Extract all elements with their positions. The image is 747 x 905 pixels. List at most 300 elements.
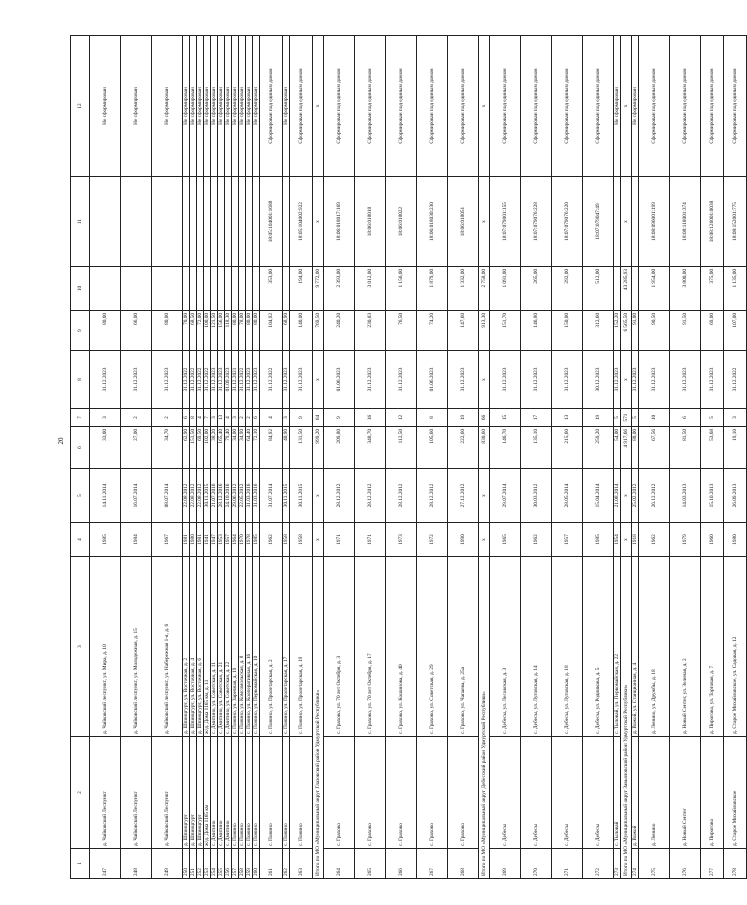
table-cell: с. Понино [253, 737, 260, 849]
table-cell: 272 [583, 849, 614, 879]
table-cell: 10 [639, 409, 670, 427]
table-cell: Не сформирован [211, 36, 218, 177]
table-cell: с. Дебесы [490, 737, 521, 849]
table-cell: 248 [121, 849, 152, 879]
table-cell [225, 267, 232, 311]
table-cell [190, 267, 197, 311]
subtotal-cell: 4 917,66 [621, 427, 632, 469]
table-row [232, 36, 239, 879]
table-row [701, 36, 724, 879]
table-cell: д. Чайковский Леспункт [152, 737, 183, 849]
table-cell: 31.12.2023 [246, 351, 253, 409]
table-cell: 30.11.2015 [283, 469, 290, 523]
table-cell: 01.06.2023 [324, 351, 355, 409]
column-header: 11 [71, 177, 90, 267]
table-row [90, 36, 121, 879]
table-cell: 31.12.2023 [283, 351, 290, 409]
table-cell: с. Дебесы [521, 737, 552, 849]
table-cell: 70,00 [183, 311, 190, 351]
table-cell: 31.12.2023 [211, 351, 218, 409]
table-cell: 15.04.2014 [583, 469, 614, 523]
table-cell: д. Пирогово, ул. Торговая, д. 7 [701, 557, 724, 737]
table-cell: д. Чайковский Леспункт [121, 737, 152, 849]
table-cell: 262 [283, 849, 290, 879]
table-row [355, 36, 386, 879]
table-cell: 31.12.2023 [552, 351, 583, 409]
table-cell: 150,00 [552, 311, 583, 351]
column-header: 5 [71, 469, 90, 523]
table-cell: 512,00 [583, 267, 614, 311]
table-row [211, 36, 218, 879]
table-cell: 31.12.2023 [152, 351, 183, 409]
subtotal-cell: x [313, 469, 324, 523]
table-cell: 84,92 [260, 427, 283, 469]
table-cell: 277 [701, 849, 724, 879]
subtotal-cell: x [621, 36, 632, 177]
table-cell: 222,60 [448, 427, 479, 469]
table-cell: 4 [197, 409, 204, 427]
table-cell: 2 [121, 409, 152, 427]
table-cell: д. Ленино [639, 737, 670, 849]
table-cell: 1971 [355, 523, 386, 557]
table-cell: с. Понино [239, 737, 246, 849]
table-cell: 31.12.2022 [183, 351, 190, 409]
table-cell: д. Пирогово [701, 737, 724, 849]
table-cell: 6 [670, 409, 701, 427]
table-cell: 253 [204, 849, 211, 879]
table-cell: 18:05:104001:1688 [260, 177, 283, 267]
table-cell: 31.03.2016 [253, 469, 260, 523]
table-cell: Не сформирован [218, 36, 225, 177]
table-cell: 112,50 [386, 427, 417, 469]
table-cell: 31.12.2023 [355, 351, 386, 409]
table-cell: Сформирован под единым домом [583, 36, 614, 177]
table-cell: 69,50 [197, 427, 204, 469]
table-cell: 107,00 [724, 311, 747, 351]
table-cell: 18:07:079001:155 [490, 177, 521, 267]
table-row [490, 36, 521, 879]
table-cell: 264 [324, 849, 355, 879]
table-row [152, 36, 183, 879]
table-cell: 18:08:096001:199 [639, 177, 670, 267]
table-cell: Сформирован под единым домом [355, 36, 386, 177]
table-cell: 31.12.2022 [190, 351, 197, 409]
table-cell: 28.12.2012 [355, 469, 386, 523]
table-cell: 3 012,00 [355, 267, 386, 311]
table-cell: 1981 [197, 523, 204, 557]
table-cell: д. Шпинцгурт, ул. Восточная, д. 6 [197, 557, 204, 737]
table-cell: 3 [283, 409, 290, 427]
table-cell: Сформирован под единым домом [386, 36, 417, 177]
table-cell: 3 800,00 [670, 267, 701, 311]
table-cell: с. Дебесы [583, 737, 614, 849]
table-cell: с. Грахово, ул. Советская, д. 29 [417, 557, 448, 737]
table-cell: 19,10 [724, 427, 747, 469]
table-cell: с. Понино, ул. Кооперативная, д. 16 [246, 557, 253, 737]
table-cell: д. Старое Михайловское, ул. Садовая, д. 12 [724, 557, 747, 737]
table-cell: Не сформирован [152, 36, 183, 177]
table-cell: 209,80 [324, 427, 355, 469]
table-cell: 1947 [211, 523, 218, 557]
table-cell: 146,70 [490, 427, 521, 469]
table-cell: с. Дебесы, ул. Луговская, д. 18 [552, 557, 583, 737]
table-cell: 22.08.2012 [190, 469, 197, 523]
table-row [324, 36, 355, 879]
table-cell: д. Вожой [632, 737, 639, 849]
table-row [386, 36, 417, 879]
table-cell: 1978 [246, 523, 253, 557]
table-cell: 31.12.2023 [218, 351, 225, 409]
table-cell [232, 267, 239, 311]
table-cell: 215,60 [552, 427, 583, 469]
table-cell: 1990 [448, 523, 479, 557]
table-cell: с. Понино, ул. Пролетарская, д. 19 [290, 557, 313, 737]
table-cell: с. Понино, ул. Первомайская, д. 10 [253, 557, 260, 737]
table-cell: 3 [211, 409, 218, 427]
subtotal-cell: 769,50 [313, 311, 324, 351]
table-row [197, 36, 204, 879]
table-cell: 1 954,00 [639, 267, 670, 311]
table-cell [204, 177, 211, 267]
table-cell: 22.05.2012 [239, 469, 246, 523]
table-cell: Сформирован под единым домом [552, 36, 583, 177]
subtotal-label: Итого по МО «Муниципальный округ Дебесский район Удмуртской Республики» [479, 557, 490, 879]
table-cell: 31.12.2023 [290, 351, 313, 409]
table-cell: с. Тыловай [614, 737, 621, 849]
table-cell: 102,00 [204, 427, 211, 469]
table-cell: 1965 [490, 523, 521, 557]
table-cell: д. Шпинцгурт [197, 737, 204, 849]
subtotal-cell: x [621, 523, 632, 557]
table-cell: 3 [232, 409, 239, 427]
subtotal-cell: x [479, 469, 490, 523]
subtotal-label: Итого по МО «Муниципальный округ Глазовский район Удмуртской Республики» [313, 557, 324, 879]
table-cell: ж/д. Дома 1165 км [204, 737, 211, 849]
table-cell: 1970 [239, 523, 246, 557]
table-cell [90, 177, 121, 267]
table-cell: 1962 [521, 523, 552, 557]
table-cell: Не сформирован [253, 36, 260, 177]
table-cell [632, 267, 639, 311]
table-cell: 5 [632, 409, 639, 427]
table-cell: ж/д. Дома 1165 км, д. 11 [204, 557, 211, 737]
table-cell: 151,70 [490, 311, 521, 351]
table-cell: с. Дмитино [225, 737, 232, 849]
table-cell: 254 [211, 849, 218, 879]
table-cell: д. Шпинцгурт [183, 737, 190, 849]
table-cell: 1941 [204, 523, 211, 557]
subtotal-cell: 9 772,00 [313, 267, 324, 311]
table-cell: 165,40 [218, 427, 225, 469]
table-cell: 121,50 [211, 311, 218, 351]
table-row [239, 36, 246, 879]
table-cell: 1 135,00 [724, 267, 747, 311]
table-cell: 258 [239, 849, 246, 879]
table-cell: с. Дмитино [218, 737, 225, 849]
table-cell: 251 [190, 849, 197, 879]
table-cell: 2 [246, 409, 253, 427]
table-cell: 01.06.2023 [417, 351, 448, 409]
table-cell: д. Шпинцгурт, ул. Восточная, д. 4 [190, 557, 197, 737]
subtotal-cell: 913,30 [479, 311, 490, 351]
table-cell: Сформирован под единым домом [521, 36, 552, 177]
table-cell: 1980 [190, 523, 197, 557]
table-cell: 34,70 [152, 427, 183, 469]
table-cell: д. Новый Сентег, ул. Зеленая, д. 2 [670, 557, 701, 737]
table-cell: 261 [260, 849, 283, 879]
table-cell: 30.11.2015 [204, 469, 211, 523]
table-cell: 9 [290, 409, 313, 427]
table-cell: 31.12.2022 [260, 351, 283, 409]
table-cell: 26.09.2013 [724, 469, 747, 523]
table-cell: 53,68 [701, 427, 724, 469]
table-cell: 278 [724, 849, 747, 879]
table-cell: Сформирован под единым домом [324, 36, 355, 177]
table-cell: 19 [448, 409, 479, 427]
table-cell: 29.07.2014 [490, 469, 521, 523]
table-row [552, 36, 583, 879]
table-cell: 31.12.2023 [670, 351, 701, 409]
subtotal-cell: x [479, 177, 490, 267]
table-cell: 1958 [283, 523, 290, 557]
table-cell [90, 267, 121, 311]
table-cell: 292,00 [552, 267, 583, 311]
table-cell: 68,50 [190, 311, 197, 351]
table-cell: 28.12.2012 [386, 469, 417, 523]
table-cell: 18:06:018030:230 [417, 177, 448, 267]
table-cell: 79,40 [225, 427, 232, 469]
table-cell: 14.11.2014 [90, 469, 121, 523]
table-cell: 54,00 [614, 427, 621, 469]
table-cell: 64,40 [246, 427, 253, 469]
table-cell: с. Дмитино [211, 737, 218, 849]
table-row [260, 36, 283, 879]
table-cell: 31.12.2023 [639, 351, 670, 409]
table-cell: д. Чайковский леспункт, ул. Молодежная, д. 15 [121, 557, 152, 737]
table-cell: 266 [386, 849, 417, 879]
table-cell: с. Дмитино, ул. Советская, д. 11 [211, 557, 218, 737]
table-cell: 12 [386, 409, 417, 427]
table-cell: 230,83 [355, 311, 386, 351]
table-cell: 26.12.2012 [639, 469, 670, 523]
table-cell: 1 879,00 [417, 267, 448, 311]
table-cell: Сформирован под единым домом [490, 36, 521, 177]
table-cell [183, 267, 190, 311]
table-cell: с. Дмитино, ул. Советская, д. 21 [218, 557, 225, 737]
table-row [417, 36, 448, 879]
table-cell: с. Дебесы [552, 737, 583, 849]
table-row [246, 36, 253, 879]
table-cell: 18:07:079076:220 [552, 177, 583, 267]
table-row [204, 36, 211, 879]
table-cell: 19 [583, 409, 614, 427]
table-cell: д. Старое Михайловское [724, 737, 747, 849]
table-cell: 1 332,00 [448, 267, 479, 311]
table-cell: 28.12.2012 [324, 469, 355, 523]
table-cell: 3 [724, 409, 747, 427]
column-header: 9 [71, 311, 90, 351]
table-cell: 1985 [253, 523, 260, 557]
table-cell: 18:06:018051 [448, 177, 479, 267]
table-cell: с. Грахово [355, 737, 386, 849]
subtotal-cell: x [313, 177, 324, 267]
table-cell: Не сформирован [239, 36, 246, 177]
table-row [225, 36, 232, 879]
subtotal-cell: x [621, 177, 632, 267]
table-cell: с. Грахово, ул. 70 лет Октября, д. 3 [324, 557, 355, 737]
table-cell: 27,00 [121, 427, 152, 469]
table-cell: 76,50 [386, 311, 417, 351]
table-cell: 8 [190, 409, 197, 427]
table-cell: 1973 [386, 523, 417, 557]
table-cell: 30.03.2012 [521, 469, 552, 523]
table-cell: 1972 [417, 523, 448, 557]
table-cell: 7 [204, 409, 211, 427]
table-cell [239, 177, 246, 267]
table-cell: 27.12.2012 [448, 469, 479, 523]
table-cell: Сформирован под единым домом [417, 36, 448, 177]
table-cell: 1985 [583, 523, 614, 557]
subtotal-row [621, 36, 632, 879]
table-cell: 18:06:018017:169 [324, 177, 355, 267]
table-cell: д. Чайковский леспункт, ул. Набережная 1-я, д. 6 [152, 557, 183, 737]
subtotal-cell: x [479, 351, 490, 409]
table-cell: 269 [490, 849, 521, 879]
table-cell: 252 [197, 849, 204, 879]
table-cell [211, 267, 218, 311]
subtotal-cell: x [313, 523, 324, 557]
table-cell: 194,00 [290, 267, 313, 311]
subtotal-cell: 43 285,93 [621, 267, 632, 311]
table-cell: д. Чайковский Леспункт [90, 737, 121, 849]
table-cell: с. Понино [283, 737, 290, 849]
table-row [290, 36, 313, 879]
table-cell: 131,50 [290, 427, 313, 469]
table-cell: 1957 [225, 523, 232, 557]
table-cell: 15 [490, 409, 521, 427]
table-cell: с. Грахово, ул. 70 лет Октября, д. 17 [355, 557, 386, 737]
table-cell: 28.05.2014 [552, 469, 583, 523]
table-cell: 62,90 [183, 427, 190, 469]
table-cell: 265,00 [521, 267, 552, 311]
table-cell: 80,00 [253, 311, 260, 351]
column-header: 4 [71, 523, 90, 557]
table-cell: 270 [521, 849, 552, 879]
table-cell: 250 [183, 849, 190, 879]
table-cell: 151,50 [190, 427, 197, 469]
subtotal-cell: 2 758,00 [479, 267, 490, 311]
table-cell: 135,10 [521, 427, 552, 469]
table-cell: 74,20 [417, 311, 448, 351]
table-cell: с. Тыловай, ул. Первомайская, д. 22 [614, 557, 621, 737]
table-cell [283, 177, 290, 267]
column-header: 6 [71, 427, 90, 469]
table-cell: с. Понино, ул. Пролетарская, д. 2 [260, 557, 283, 737]
table-cell: с. Дебесы, ул. Луговская, д. 14 [521, 557, 552, 737]
table-cell: 91,00 [632, 311, 639, 351]
table-cell: 9 [324, 409, 355, 427]
table-cell: д. Чайковский леспункт, ул. Мира, д. 10 [90, 557, 121, 737]
table-cell [218, 267, 225, 311]
table-cell: 15.10.2013 [701, 469, 724, 523]
table-cell: 259 [246, 849, 253, 879]
table-cell: 81,50 [670, 427, 701, 469]
table-cell: 31.07.2014 [260, 469, 283, 523]
table-cell: 375,00 [701, 267, 724, 311]
table-row [724, 36, 747, 879]
table-cell: 275 [639, 849, 670, 879]
table-cell: 30.11.2015 [290, 469, 313, 523]
table-cell: 31.12.2021 [232, 351, 239, 409]
table-cell [197, 267, 204, 311]
table-cell: 240,20 [324, 311, 355, 351]
table-cell: 271 [552, 849, 583, 879]
table-cell: 146,80 [521, 311, 552, 351]
table-header-row [71, 36, 90, 879]
table-cell: с. Грахово [448, 737, 479, 849]
table-cell: 30.12.2023 [583, 351, 614, 409]
table-cell: 104,92 [260, 311, 283, 351]
table-cell: 140,00 [290, 311, 313, 351]
table-cell: д. Ленино, ул. Дружбы, д. 18 [639, 557, 670, 737]
table-cell: 1958 [290, 523, 313, 557]
table-cell: 31.12.2023 [121, 351, 152, 409]
register-table [70, 35, 747, 879]
table-row [190, 36, 197, 879]
table-cell: 2 393,00 [324, 267, 355, 311]
table-cell: 353,00 [260, 267, 283, 311]
table-cell: д. Шпинцгурт, ул. Восточная, д. 2 [183, 557, 190, 737]
table-cell [253, 177, 260, 267]
table-cell: Сформирован под единым домом [701, 36, 724, 177]
table-cell: Не сформирован [232, 36, 239, 177]
table-cell [614, 267, 621, 311]
table-cell: 4 [260, 409, 283, 427]
table-cell: 1918 [632, 523, 639, 557]
table-cell: с. Грахово, ул. Чапаева, д. 25а [448, 557, 479, 737]
table-cell: с. Грахово, ул. Кошинова, д. 40 [386, 557, 417, 737]
table-cell [253, 267, 260, 311]
table-cell: Не сформирован [204, 36, 211, 177]
table-cell [632, 177, 639, 267]
table-cell [152, 267, 183, 311]
table-cell: Не сформирован [121, 36, 152, 177]
table-cell: 257 [232, 849, 239, 879]
table-row [183, 36, 190, 879]
table-cell: 31.12.2023 [490, 351, 521, 409]
table-cell: 348,70 [355, 427, 386, 469]
table-cell: 40,90 [283, 427, 290, 469]
table-cell: 156,00 [218, 311, 225, 351]
subtotal-row [479, 36, 490, 879]
table-cell: 259,20 [583, 427, 614, 469]
table-cell: 1984 [121, 523, 152, 557]
table-cell: 66,00 [121, 311, 152, 351]
table-container [70, 34, 738, 879]
table-cell: 18:08:118001:374 [670, 177, 701, 267]
table-cell: 24.10.2016 [225, 469, 232, 523]
subtotal-cell: 64 [313, 409, 324, 427]
column-header: 12 [71, 36, 90, 177]
table-cell: 25.02.2012 [632, 469, 639, 523]
table-cell: 18:07:079047:49 [583, 177, 614, 267]
table-cell: 5 [701, 409, 724, 427]
table-cell: Не сформирован [225, 36, 232, 177]
table-cell: 1964 [232, 523, 239, 557]
column-header: 7 [71, 409, 90, 427]
table-cell: 31.12.2023 [90, 351, 121, 409]
table-cell: 118,30 [225, 311, 232, 351]
